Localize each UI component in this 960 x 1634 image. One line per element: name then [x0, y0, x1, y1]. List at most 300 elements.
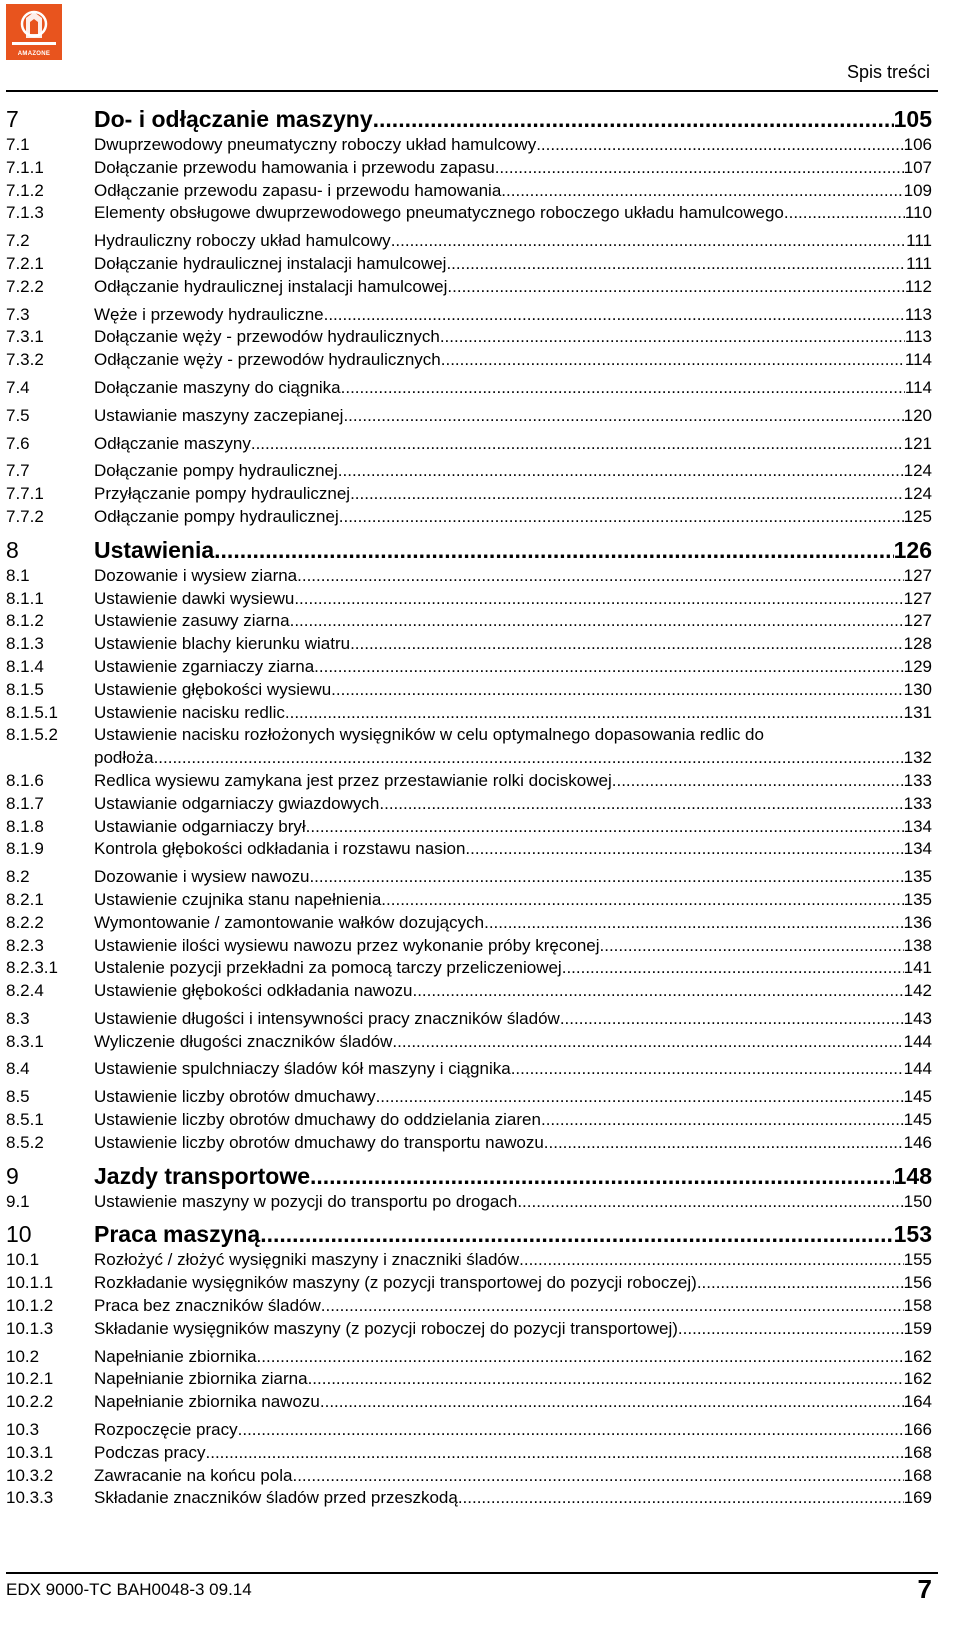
toc-entry[interactable] — [6, 702, 932, 725]
toc-page-number: 128 — [903, 634, 932, 654]
toc-entry-title-group — [94, 104, 932, 134]
toc-dot-leader — [238, 1419, 904, 1442]
toc-entry-title-group — [94, 1318, 932, 1341]
toc-entry-number: 8.1.1 — [6, 588, 44, 608]
toc-entry-title: Odłączanie pompy hydraulicznej — [94, 506, 339, 526]
toc-entry-title-group — [94, 276, 932, 299]
toc-page-number: 168 — [903, 1442, 932, 1462]
toc-entry-title-group — [94, 535, 932, 565]
toc-entry[interactable] — [6, 1442, 932, 1465]
toc-entry[interactable] — [6, 326, 932, 349]
toc-page-number: 124 — [903, 484, 932, 504]
toc-page-number: 114 — [904, 377, 932, 397]
toc-dot-leader — [519, 1249, 903, 1272]
toc-entry-title-group — [94, 702, 932, 725]
toc-entry-title: Dozowanie i wysiew ziarna — [94, 565, 298, 585]
toc-entry[interactable] — [6, 957, 932, 980]
toc-entry-title-group — [94, 1368, 932, 1391]
toc-page-number: 107 — [903, 157, 932, 177]
toc-entry-title: Składanie wysięgników maszyny (z pozycji roboczej do pozycji transportowej) — [94, 1318, 678, 1338]
toc-page-number: 168 — [903, 1465, 932, 1485]
toc-dot-leader — [511, 1058, 904, 1081]
toc-dot-leader — [294, 588, 903, 611]
toc-entry[interactable] — [6, 610, 932, 633]
toc-entry-title: Do- i odłączanie maszyny — [94, 106, 373, 132]
toc-entry-number: 7.3.2 — [6, 350, 44, 370]
toc-dot-leader — [292, 1465, 903, 1488]
toc-dot-leader — [341, 377, 905, 400]
toc-entry-number: 8.5.1 — [6, 1110, 44, 1130]
toc-page-number: 153 — [893, 1221, 932, 1248]
toc-dot-leader — [784, 202, 905, 225]
toc-dot-leader — [412, 980, 903, 1003]
toc-dot-leader — [392, 1031, 903, 1054]
toc-entry[interactable] — [6, 1318, 932, 1341]
toc-entry-title-group — [94, 588, 932, 611]
toc-entry[interactable] — [6, 724, 932, 770]
toc-entry-title: Ustawienie liczby obrotów dmuchawy do transportu nawozu — [94, 1132, 544, 1152]
toc-dot-leader — [251, 433, 904, 456]
toc-entry-title-group — [94, 1109, 932, 1132]
toc-dot-leader — [309, 866, 903, 889]
toc-entry-number: 9 — [6, 1162, 19, 1189]
toc-entry-title: Dozowanie i wysiew nawozu — [94, 867, 310, 887]
toc-entry-title: Składanie znaczników śladów przed przeszkodą — [94, 1488, 458, 1508]
toc-dot-leader — [306, 816, 904, 839]
toc-entry-title-group — [94, 1465, 932, 1488]
toc-entry[interactable] — [6, 1132, 932, 1155]
toc-dot-leader — [343, 405, 903, 428]
toc-dot-leader — [441, 349, 905, 372]
toc-dot-leader — [260, 1219, 893, 1249]
toc-entry-number: 7 — [6, 106, 19, 132]
toc-page-number: 133 — [903, 793, 932, 813]
toc-entry-number: 8.1.8 — [6, 816, 44, 836]
toc-page-number: 136 — [903, 912, 932, 932]
toc-page-number: 133 — [903, 770, 932, 790]
toc-entry-title-group — [94, 483, 932, 506]
toc-page-number: 112 — [904, 276, 932, 296]
toc-entry-title-group — [94, 1191, 932, 1214]
toc-dot-leader — [501, 180, 903, 203]
toc-entry[interactable] — [6, 935, 932, 958]
toc-entry-title: Zawracanie na końcu pola — [94, 1465, 293, 1485]
toc-page-number: 143 — [903, 1008, 932, 1028]
toc-entry-number: 7.7 — [6, 461, 30, 481]
toc-entry-number: 10.1.3 — [6, 1318, 54, 1338]
toc-entry-title: Ustawienie długości i intensywności pracy znaczników śladów — [94, 1008, 560, 1028]
toc-entry-title: Ustawienie czujnika stanu napełnienia — [94, 889, 382, 909]
toc-entry[interactable] — [6, 793, 932, 816]
toc-dot-leader — [541, 1109, 904, 1132]
toc-entry[interactable] — [6, 180, 932, 203]
toc-entry-title: Ustawienie blachy kierunku wiatru — [94, 634, 351, 654]
toc-dot-leader — [320, 1391, 904, 1414]
table-of-contents — [6, 104, 932, 1510]
toc-entry[interactable] — [6, 1368, 932, 1391]
toc-page-number: 146 — [903, 1132, 932, 1152]
toc-entry[interactable] — [6, 1272, 932, 1295]
toc-page-number: 144 — [903, 1059, 932, 1079]
toc-dot-leader — [560, 1008, 904, 1031]
toc-entry[interactable] — [6, 483, 932, 506]
toc-entry-number: 8.1.2 — [6, 611, 44, 631]
toc-entry-number: 8.1 — [6, 565, 30, 585]
toc-entry[interactable] — [6, 770, 932, 793]
toc-entry[interactable] — [6, 1295, 932, 1318]
toc-entry[interactable] — [6, 588, 932, 611]
toc-entry-title: Odłączanie przewodu zapasu- i przewodu hamowania — [94, 180, 502, 200]
toc-dot-leader — [257, 1346, 904, 1369]
toc-page-number: 127 — [903, 565, 932, 585]
toc-entry-number: 10.2.1 — [6, 1369, 54, 1389]
toc-entry-number: 7.1.1 — [6, 157, 44, 177]
toc-entry-number: 8 — [6, 536, 19, 563]
toc-entry[interactable] — [6, 866, 932, 889]
toc-page-number: 113 — [904, 327, 932, 347]
toc-page-number: 142 — [903, 981, 932, 1001]
toc-dot-leader — [373, 104, 894, 134]
toc-page-number: 148 — [893, 1162, 932, 1189]
toc-entry-title-group — [94, 1132, 932, 1155]
toc-entry[interactable] — [6, 134, 932, 157]
toc-entry-title: Ustawienie zasuwy ziarna — [94, 611, 290, 631]
toc-entry-number: 8.2 — [6, 867, 30, 887]
toc-page-number: 159 — [903, 1318, 932, 1338]
toc-entry[interactable] — [6, 1031, 932, 1054]
toc-dot-leader — [495, 157, 904, 180]
toc-entry-number: 10.1.2 — [6, 1296, 54, 1316]
toc-entry-title-group — [94, 202, 932, 225]
toc-dot-leader — [297, 565, 903, 588]
toc-page-number: 111 — [906, 253, 932, 273]
toc-entry[interactable] — [6, 1109, 932, 1132]
toc-entry-title: Ustawienia — [94, 536, 215, 563]
toc-entry-number: 8.1.9 — [6, 839, 44, 859]
toc-dot-leader — [447, 276, 904, 299]
amazone-logo — [6, 4, 62, 60]
toc-entry-title-group — [94, 433, 932, 456]
toc-dot-leader — [338, 460, 904, 483]
toc-entry-title: Napełnianie zbiornika — [94, 1346, 257, 1366]
toc-entry[interactable] — [6, 230, 932, 253]
toc-entry-number: 7.3 — [6, 304, 30, 324]
toc-chapter[interactable] — [6, 1219, 932, 1249]
toc-dot-leader — [484, 912, 904, 935]
toc-entry[interactable] — [6, 1346, 932, 1369]
logo-text: AMAZONE — [17, 51, 51, 57]
toc-page-number: 134 — [903, 839, 932, 859]
toc-dot-leader — [678, 1318, 904, 1341]
toc-entry-title: Węże i przewody hydrauliczne — [94, 304, 324, 324]
toc-entry-number: 10 — [6, 1221, 32, 1248]
toc-entry[interactable] — [6, 460, 932, 483]
toc-entry-title-group — [94, 1442, 932, 1465]
toc-entry[interactable] — [6, 1391, 932, 1414]
toc-dot-leader — [440, 326, 905, 349]
toc-entry-number: 7.1.3 — [6, 203, 44, 223]
toc-entry-title-group — [94, 1346, 932, 1369]
toc-page-number: 130 — [903, 679, 932, 699]
toc-entry-title: Ustawienie liczby obrotów dmuchawy — [94, 1087, 376, 1107]
toc-entry-number: 10.2 — [6, 1346, 40, 1366]
toc-entry-title-group — [94, 1295, 932, 1318]
toc-dot-leader — [331, 679, 903, 702]
toc-page-number: 156 — [903, 1273, 932, 1293]
toc-entry-title: Dwuprzewodowy pneumatyczny roboczy układ hamulcowy — [94, 135, 537, 154]
toc-dot-leader — [308, 1368, 904, 1391]
toc-entry[interactable] — [6, 1419, 932, 1442]
toc-chapter[interactable] — [6, 535, 932, 565]
toc-page-number: 155 — [903, 1250, 932, 1270]
toc-entry-title-group — [94, 957, 932, 980]
toc-entry[interactable] — [6, 506, 932, 529]
toc-entry-number: 8.1.5.2 — [6, 725, 58, 745]
toc-entry-title: Ustawianie maszyny zaczepianej — [94, 405, 344, 425]
toc-entry-title: Ustawienie głębokości wysiewu — [94, 679, 332, 699]
toc-dot-leader — [214, 535, 893, 565]
header-divider — [6, 90, 938, 92]
toc-page-number: 166 — [903, 1420, 932, 1440]
toc-entry[interactable] — [6, 656, 932, 679]
toc-entry-title-group — [94, 816, 932, 839]
toc-page-number: 169 — [903, 1488, 932, 1508]
toc-entry[interactable] — [6, 349, 932, 372]
toc-entry-title-group — [94, 326, 932, 349]
toc-entry-title: Ustawianie odgarniaczy gwiazdowych — [94, 793, 380, 813]
toc-entry-title-group — [94, 610, 932, 633]
toc-page-number: 132 — [903, 748, 932, 768]
toc-entry-title: Rozkładanie wysięgników maszyny (z pozycji transportowej do pozycji roboczej) — [94, 1273, 697, 1293]
toc-entry[interactable] — [6, 1086, 932, 1109]
toc-entry-title-group — [94, 889, 932, 912]
toc-entry-number: 8.2.3 — [6, 935, 44, 955]
toc-page-number: 138 — [903, 935, 932, 955]
toc-entry-title-group — [94, 1391, 932, 1414]
toc-dot-leader — [310, 1161, 894, 1191]
toc-entry-title: Napełnianie zbiornika ziarna — [94, 1369, 308, 1389]
toc-entry-number: 7.5 — [6, 405, 30, 425]
toc-entry-number: 8.5 — [6, 1087, 30, 1107]
toc-entry-title-group — [94, 793, 932, 816]
toc-page-number: 111 — [906, 231, 932, 251]
toc-chapter[interactable] — [6, 104, 932, 134]
toc-entry-number: 10.3 — [6, 1420, 40, 1440]
toc-entry-number: 8.2.1 — [6, 889, 44, 909]
toc-entry-number: 8.5.2 — [6, 1132, 44, 1152]
toc-entry[interactable] — [6, 565, 932, 588]
toc-entry-title-group — [94, 1487, 932, 1510]
toc-entry[interactable] — [6, 1191, 932, 1214]
toc-entry-number: 10.3.2 — [6, 1465, 54, 1485]
toc-entry-title: Ustawienie liczby obrotów dmuchawy do oddzielania ziaren — [94, 1110, 541, 1130]
toc-entry-number: 8.1.5.1 — [6, 702, 58, 722]
toc-entry[interactable] — [6, 980, 932, 1003]
toc-entry[interactable] — [6, 202, 932, 225]
toc-entry-number: 10.1.1 — [6, 1273, 54, 1293]
toc-entry-title-group — [94, 506, 932, 529]
toc-page-number: 126 — [893, 536, 932, 563]
toc-entry-title: Praca maszyną — [94, 1221, 261, 1248]
toc-entry[interactable] — [6, 912, 932, 935]
toc-entry-number: 8.1.4 — [6, 656, 44, 676]
toc-page-number: 135 — [903, 867, 932, 887]
toc-page-number: 120 — [903, 405, 932, 425]
toc-page-number: 127 — [903, 588, 932, 608]
toc-entry-number: 8.2.4 — [6, 981, 44, 1001]
toc-entry-title: Dołączanie przewodu hamowania i przewodu zapasu — [94, 157, 495, 177]
toc-entry-title-group — [94, 230, 932, 253]
toc-entry-title-group — [94, 405, 932, 428]
toc-entry-number: 7.2.1 — [6, 253, 44, 273]
toc-entry-number: 8.4 — [6, 1059, 30, 1079]
toc-entry-number: 8.3 — [6, 1008, 30, 1028]
toc-entry[interactable] — [6, 838, 932, 861]
toc-entry-title: Dołączanie węży - przewodów hydraulicznych — [94, 327, 440, 347]
toc-page-number: 158 — [903, 1296, 932, 1316]
toc-page-number: 127 — [903, 611, 932, 631]
toc-entry-title-group — [94, 460, 932, 483]
toc-entry-title-group — [94, 912, 932, 935]
toc-entry-number: 7.6 — [6, 433, 30, 453]
toc-entry-title: Ustawianie odgarniaczy brył — [94, 816, 306, 836]
toc-entry-title: Jazdy transportowe — [94, 1162, 310, 1189]
toc-entry-title: Ustalenie pozycji przekładni za pomocą tarczy przeliczeniowej — [94, 958, 562, 978]
toc-entry-title-group — [94, 304, 932, 327]
toc-page-number: 141 — [903, 958, 932, 978]
toc-entry-title-group — [94, 157, 932, 180]
footer-document-id: EDX 9000-TC BAH0048-3 09.14 — [6, 1580, 252, 1599]
toc-entry[interactable] — [6, 304, 932, 327]
toc-entry[interactable] — [6, 405, 932, 428]
toc-entry-title-group — [94, 656, 932, 679]
toc-page-number: 121 — [903, 433, 932, 453]
toc-entry[interactable] — [6, 1465, 932, 1488]
toc-entry-number: 7.1 — [6, 135, 30, 154]
toc-dot-leader — [376, 1086, 904, 1109]
toc-entry-title: Dołączanie pompy hydraulicznej — [94, 461, 338, 481]
toc-page-number: 124 — [903, 461, 932, 481]
toc-entry-title-group — [94, 679, 932, 702]
toc-entry-title-group — [94, 770, 932, 793]
toc-entry-title: Dołączanie hydraulicznej instalacji hamulcowej — [94, 253, 447, 273]
toc-page-number: 135 — [903, 889, 932, 909]
toc-dot-leader — [612, 770, 904, 793]
toc-page-number: 162 — [903, 1369, 932, 1389]
toc-entry[interactable] — [6, 276, 932, 299]
toc-entry-number: 10.3.1 — [6, 1442, 54, 1462]
toc-entry[interactable] — [6, 433, 932, 456]
toc-entry-title-group — [94, 1031, 932, 1054]
toc-entry-title: Napełnianie zbiornika nawozu — [94, 1392, 320, 1412]
toc-entry-title-group — [94, 349, 932, 372]
toc-entry[interactable] — [6, 633, 932, 656]
toc-page-number: 106 — [903, 135, 932, 154]
toc-entry-number: 7.1.2 — [6, 180, 44, 200]
toc-entry-number: 8.1.6 — [6, 770, 44, 790]
toc-entry-number: 10.2.2 — [6, 1392, 54, 1412]
toc-dot-leader — [697, 1272, 904, 1295]
toc-entry-title: Przyłączanie pompy hydraulicznej — [94, 484, 351, 504]
toc-entry-number: 8.1.5 — [6, 679, 44, 699]
toc-entry-title-group — [94, 1086, 932, 1109]
toc-page-number: 113 — [904, 304, 932, 324]
toc-dot-leader — [465, 838, 903, 861]
toc-entry-title: Rozłożyć / złożyć wysięgniki maszyny i znaczniki śladów — [94, 1250, 520, 1270]
toc-entry-title-group — [94, 1272, 932, 1295]
toc-entry-number: 7.7.2 — [6, 506, 44, 526]
toc-dot-leader — [458, 1487, 904, 1510]
toc-entry-title: Ustawienie dawki wysiewu — [94, 588, 295, 608]
toc-entry-title: Ustawienie nacisku rozłożonych wysięgników w celu optymalnego dopasowania redlic do — [94, 725, 764, 745]
toc-entry-number: 8.1.7 — [6, 793, 44, 813]
toc-dot-leader — [285, 702, 904, 725]
toc-entry[interactable] — [6, 679, 932, 702]
toc-page-number: 109 — [903, 180, 932, 200]
toc-entry-title-group — [94, 633, 932, 656]
toc-entry-title-group — [94, 1419, 932, 1442]
toc-page-number: 125 — [903, 506, 932, 526]
toc-entry-title: Wymontowanie / zamontowanie wałków dozujących — [94, 912, 485, 932]
toc-entry-number: 8.2.3.1 — [6, 958, 58, 978]
toc-entry-number: 10.1 — [6, 1250, 40, 1270]
toc-entry-title: Rozpoczęcie pracy — [94, 1420, 238, 1440]
toc-dot-leader — [206, 1442, 904, 1465]
toc-entry-number: 7.4 — [6, 377, 30, 397]
toc-page-number: 162 — [903, 1346, 932, 1366]
toc-page-number: 110 — [904, 203, 932, 223]
toc-page-number: 131 — [903, 702, 932, 722]
toc-dot-leader — [314, 656, 903, 679]
toc-entry-title: Kontrola głębokości odkładania i rozstawu nasion — [94, 839, 466, 859]
toc-page-number: 145 — [903, 1087, 932, 1107]
toc-entry[interactable] — [6, 889, 932, 912]
footer-divider — [6, 1572, 938, 1574]
toc-entry-title: Podczas pracy — [94, 1442, 206, 1462]
toc-page-number: 145 — [903, 1110, 932, 1130]
toc-entry-title-group — [94, 1219, 932, 1249]
toc-entry-title: Dołączanie maszyny do ciągnika — [94, 377, 341, 397]
toc-entry[interactable] — [6, 1058, 932, 1081]
toc-entry[interactable] — [6, 1008, 932, 1031]
toc-entry-title: Elementy obsługowe dwuprzewodowego pneumatycznego roboczego układu hamulcowego — [94, 203, 784, 223]
toc-dot-leader — [379, 793, 903, 816]
toc-entry[interactable] — [6, 253, 932, 276]
toc-entry-title: Ustawienie zgarniaczy ziarna — [94, 656, 315, 676]
toc-entry-title-group — [94, 134, 932, 157]
toc-page-number: 114 — [904, 350, 932, 370]
toc-entry[interactable] — [6, 1249, 932, 1272]
page-header-title: Spis treści — [846, 62, 930, 82]
toc-entry-title-continued: podłoża — [94, 748, 154, 768]
toc-entry[interactable] — [6, 377, 932, 400]
toc-entry-number: 8.2.2 — [6, 912, 44, 932]
toc-entry[interactable] — [6, 816, 932, 839]
toc-dot-leader — [391, 230, 906, 253]
toc-entry-title: Odłączanie maszyny — [94, 433, 251, 453]
toc-entry[interactable] — [6, 1487, 932, 1510]
toc-entry-title-group — [94, 935, 932, 958]
toc-chapter[interactable] — [6, 1161, 932, 1191]
toc-entry-title-group — [94, 253, 932, 276]
toc-entry-title-group — [94, 724, 932, 770]
toc-dot-leader — [154, 747, 904, 770]
toc-entry[interactable] — [6, 157, 932, 180]
toc-entry-title: Praca bez znaczników śladów — [94, 1296, 321, 1316]
toc-entry-title: Odłączanie hydraulicznej instalacji hamulcowej — [94, 276, 448, 296]
toc-dot-leader — [290, 610, 904, 633]
toc-page-number: 134 — [903, 816, 932, 836]
